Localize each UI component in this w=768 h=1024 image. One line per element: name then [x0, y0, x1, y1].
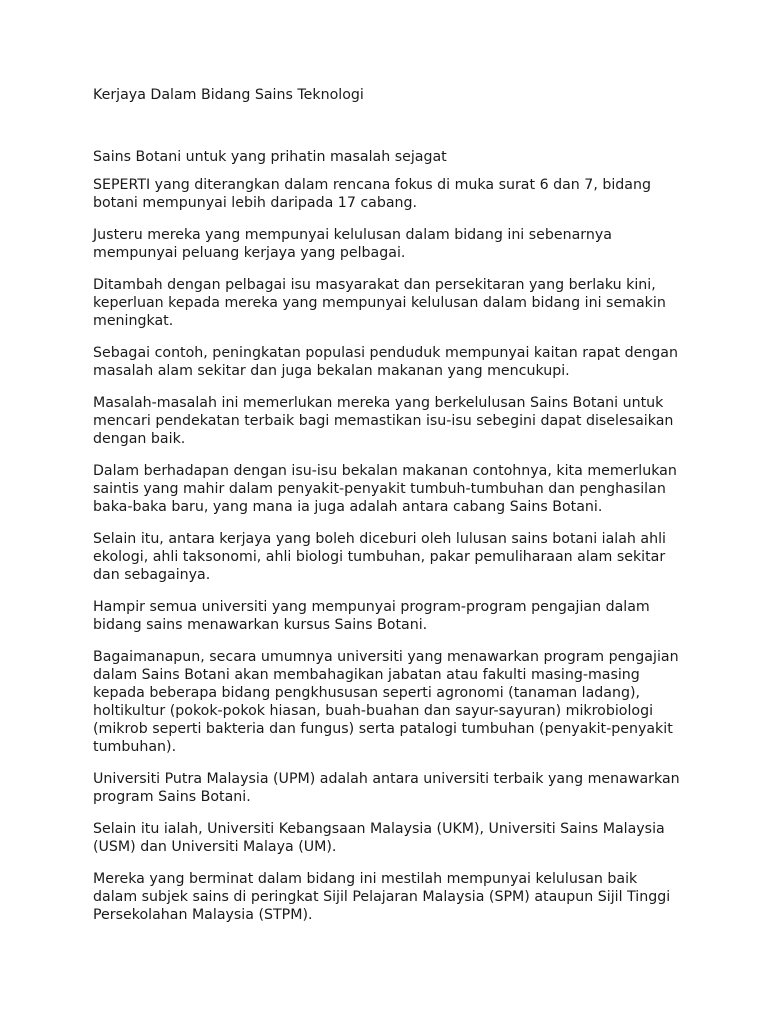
paragraph: Mereka yang berminat dalam bidang ini mestilah mempunyai kelulusan baik dalam subjek sains di peringkat Sijil Pelajaran Malaysia (SPM) ataupun Sijil Tinggi Persekolahan Malaysia (STPM).: [93, 871, 671, 923]
paragraph: SEPERTI yang diterangkan dalam rencana fokus di muka surat 6 dan 7, bidang botani mempunyai lebih daripada 17 cabang.: [93, 177, 651, 211]
paragraph: Sebagai contoh, peningkatan populasi penduduk mempunyai kaitan rapat dengan masalah alam sekitar dan juga bekalan makanan yang mencukupi.: [93, 345, 678, 379]
paragraph: Ditambah dengan pelbagai isu masyarakat dan persekitaran yang berlaku kini, keperluan kepada mereka yang mempunyai kelulusan dalam bidang ini semakin meningkat.: [93, 277, 666, 329]
paragraph: Universiti Putra Malaysia (UPM) adalah antara universiti terbaik yang menawarkan program Sains Botani.: [93, 771, 680, 805]
document-title: Kerjaya Dalam Bidang Sains Teknologi: [93, 87, 364, 103]
document-page: [93, 86, 683, 938]
paragraph: Dalam berhadapan dengan isu-isu bekalan makanan contohnya, kita memerlukan saintis yang mahir dalam penyakit-penyakit tumbuh-tumbuhan dan penghasilan baka-baka baru, yang mana ia juga adalah antara cabang Sains Botani.: [93, 463, 677, 515]
paragraph: Bagaimanapun, secara umumnya universiti yang menawarkan program pengajian dalam Sains Botani akan membahagikan jabatan atau fakulti masing-masing kepada beberapa bidang pengkhususan seperti agronomi (tanaman ladang), holtikultur (pokok-pokok hiasan, buah-buahan dan sayur-sayuran) mikrobiologi (mikrob seperti bakteria dan fungus) serta patalogi tumbuhan (penyakit-penyakit tumbuhan).: [93, 649, 679, 755]
paragraph: Justeru mereka yang mempunyai kelulusan dalam bidang ini sebenarnya mempunyai peluang kerjaya yang pelbagai.: [93, 227, 612, 261]
paragraph: Hampir semua universiti yang mempunyai program-program pengajian dalam bidang sains menawarkan kursus Sains Botani.: [93, 599, 650, 633]
article-subheading: Sains Botani untuk yang prihatin masalah sejagat: [93, 149, 447, 165]
paragraph: Selain itu, antara kerjaya yang boleh diceburi oleh lulusan sains botani ialah ahli ekologi, ahli taksonomi, ahli biologi tumbuhan, pakar pemuliharaan alam sekitar dan sebagainya.: [93, 531, 666, 583]
paragraph: Selain itu ialah, Universiti Kebangsaan Malaysia (UKM), Universiti Sains Malaysia (USM) dan Universiti Malaya (UM).: [93, 821, 665, 855]
paragraph: Masalah-masalah ini memerlukan mereka yang berkelulusan Sains Botani untuk mencari pendekatan terbaik bagi memastikan isu-isu sebegini dapat diselesaikan dengan baik.: [93, 395, 674, 447]
